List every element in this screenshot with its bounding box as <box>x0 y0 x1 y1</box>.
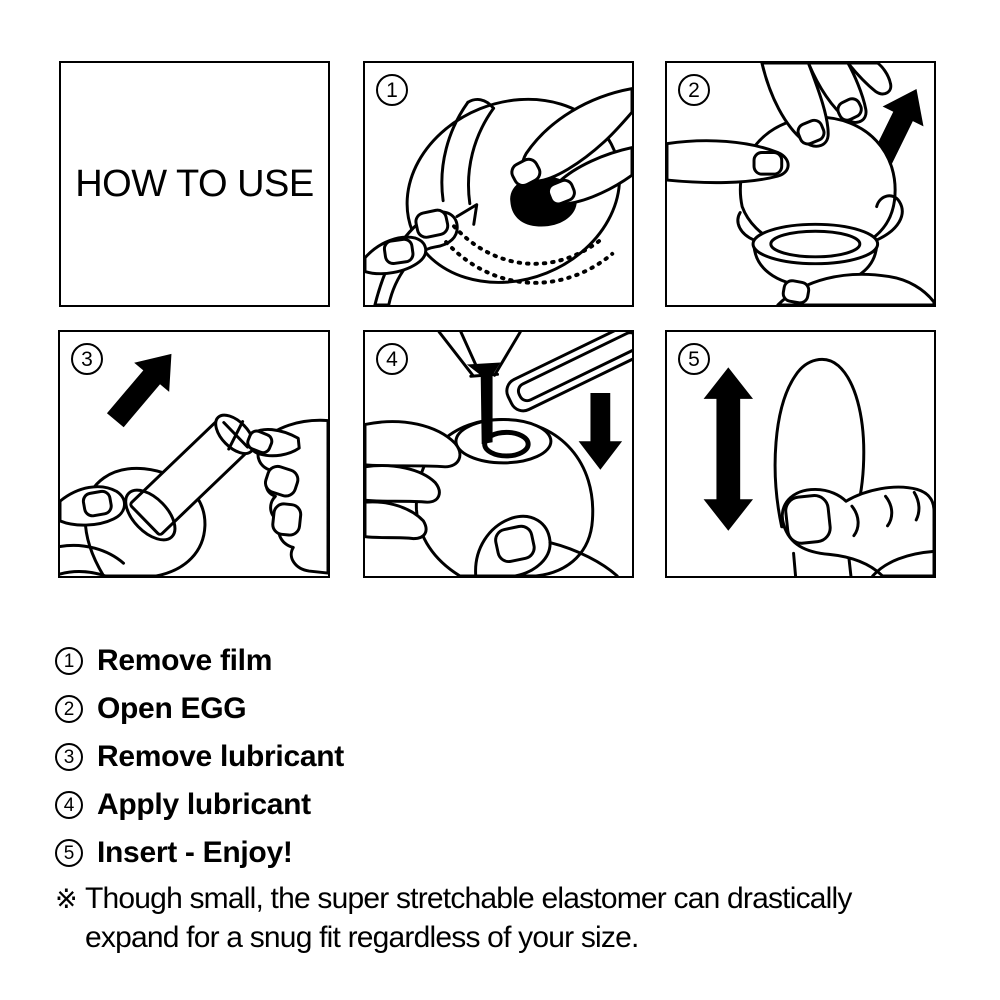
list-item <box>55 829 344 877</box>
down-arrow-icon <box>579 393 623 470</box>
step-list <box>55 637 344 877</box>
list-item <box>55 685 344 733</box>
illustration-remove-film <box>365 63 632 305</box>
step-number-badge: 4 <box>376 343 408 375</box>
tear-line <box>454 226 600 264</box>
illustration-remove-lubricant <box>60 332 328 576</box>
page-title: HOW TO USE <box>75 162 314 205</box>
step-number-circle: 2 <box>55 695 83 723</box>
step-label: Open EGG <box>97 692 247 725</box>
right-hand <box>246 420 328 573</box>
step-number-badge: 3 <box>71 343 103 375</box>
step-label: Apply lubricant <box>97 788 311 821</box>
step-number-circle: 1 <box>55 647 83 675</box>
step-number-circle: 4 <box>55 791 83 819</box>
illustration-open-egg <box>667 63 934 305</box>
step-number-badge: 2 <box>678 74 710 106</box>
panel-how-to-use <box>59 61 330 307</box>
panel-step-4-apply-lubricant <box>363 330 634 578</box>
thumbnail <box>784 494 831 544</box>
fingernail <box>272 503 302 536</box>
panel-step-2-open-egg <box>665 61 936 307</box>
step-label: Remove lubricant <box>97 740 344 773</box>
fingernail <box>494 524 537 563</box>
list-item <box>55 637 344 685</box>
illustration-apply-lubricant <box>365 332 632 576</box>
step-label: Insert - Enjoy! <box>97 836 293 869</box>
step-label: Remove film <box>97 644 273 677</box>
step-number-circle: 5 <box>55 839 83 867</box>
panel-step-5-insert-enjoy <box>665 330 936 578</box>
step-number-circle: 3 <box>55 743 83 771</box>
lubricant-sachet <box>503 332 632 415</box>
footnote-line-1: Though small, the super stretchable elastomer can drastically <box>85 882 852 915</box>
gripping-hand <box>782 487 934 576</box>
fingernail <box>782 279 810 304</box>
fingernail <box>754 153 782 175</box>
panel-step-1-remove-film <box>363 61 634 307</box>
up-down-arrow-icon <box>704 367 753 530</box>
list-item <box>55 781 344 829</box>
list-item <box>55 733 344 781</box>
reference-mark: ※ <box>55 884 78 914</box>
panel-step-3-remove-lubricant <box>58 330 330 578</box>
footnote-line-2: expand for a snug fit regardless of your size. <box>85 921 639 954</box>
fingernail <box>383 238 414 264</box>
fingernail <box>414 209 449 239</box>
step-number-badge: 5 <box>678 343 710 375</box>
fingernail <box>82 490 112 517</box>
up-right-arrow-icon <box>98 339 189 434</box>
footnote <box>55 879 852 957</box>
illustration-insert-enjoy <box>667 332 934 576</box>
step-number-badge: 1 <box>376 74 408 106</box>
